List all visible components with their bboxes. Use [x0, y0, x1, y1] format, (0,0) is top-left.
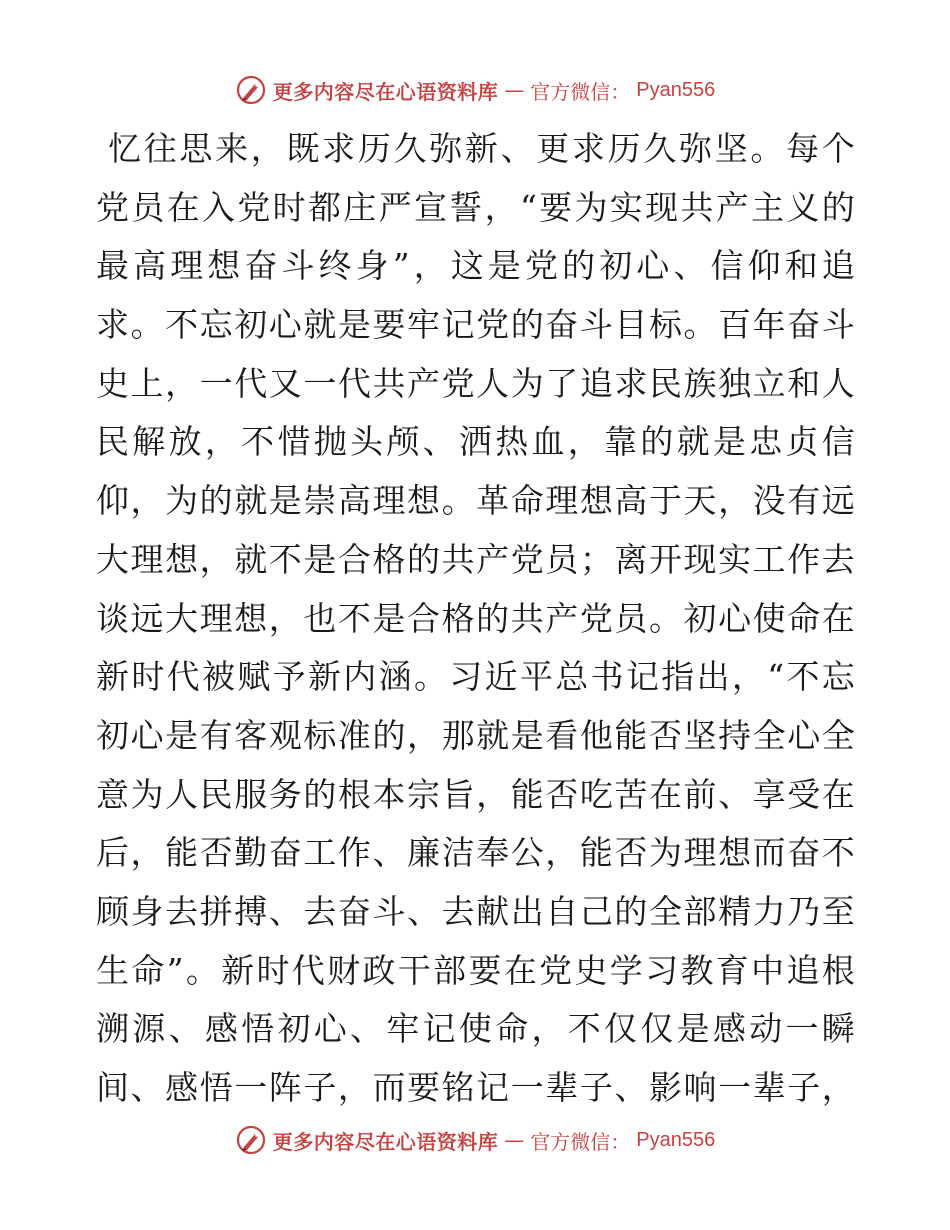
banner-wechat-id: Pyan556: [636, 1128, 716, 1151]
pen-logo-icon: [235, 74, 267, 106]
text-line: 意为人民服务的根本宗旨，能否吃苦在前、享受在: [96, 774, 856, 814]
text-line: 溯源、感悟初心、牢记使命，不仅仅是感动一瞬: [96, 1009, 856, 1049]
text-line: 新时代被赋予新内涵。习近平总书记指出，“不忘: [96, 657, 856, 697]
text-line: 生命”。新时代财政干部要在党史学习教育中追根: [96, 950, 856, 990]
text-line: 忆往思来，既求历久弥新、更求历久弥坚。每个: [108, 129, 856, 168]
text-line: 最高理想奋斗终身”，这是党的初心、信仰和追: [96, 246, 856, 286]
text-line: 间、感悟一阵子，而要铭记一辈子、影响一辈子，: [96, 1068, 856, 1107]
banner-main-text: 更多内容尽在心语资料库: [272, 1129, 499, 1154]
pen-logo-icon: [235, 1124, 267, 1156]
banner-official-label: 官方微信：: [530, 79, 631, 104]
text-line: 史上，一代又一代共产党人为了追求民族独立和人: [96, 363, 856, 403]
document-body: [96, 120, 856, 1118]
banner-wechat-id: Pyan556: [636, 78, 716, 101]
text-line: 初心是有客观标准的，那就是看他能否坚持全心全: [96, 715, 856, 755]
banner-separator: —: [504, 78, 525, 102]
text-line: 党员在入党时都庄严宣誓，“要为实现共产主义的: [96, 187, 856, 227]
text-line: 民解放，不惜抛头颅、洒热血，靠的就是忠贞信: [96, 422, 856, 462]
footer-banner: [0, 1120, 950, 1160]
header-banner: [0, 70, 950, 110]
banner-separator: —: [504, 1128, 525, 1152]
text-line: 仰，为的就是崇高理想。革命理想高于天，没有远: [96, 481, 856, 521]
text-line: 大理想，就不是合格的共产党员；离开现实工作去: [96, 539, 856, 579]
text-line: 求。不忘初心就是要牢记党的奋斗目标。百年奋斗: [96, 305, 856, 345]
text-line: 顾身去拼搏、去奋斗、去献出自己的全部精力乃至: [96, 891, 856, 931]
text-line: 谈远大理想，也不是合格的共产党员。初心使命在: [96, 598, 856, 638]
banner-main-text: 更多内容尽在心语资料库: [272, 79, 499, 104]
banner-official-label: 官方微信：: [530, 1129, 631, 1154]
text-line: 后，能否勤奋工作、廉洁奉公，能否为理想而奋不: [96, 833, 856, 873]
